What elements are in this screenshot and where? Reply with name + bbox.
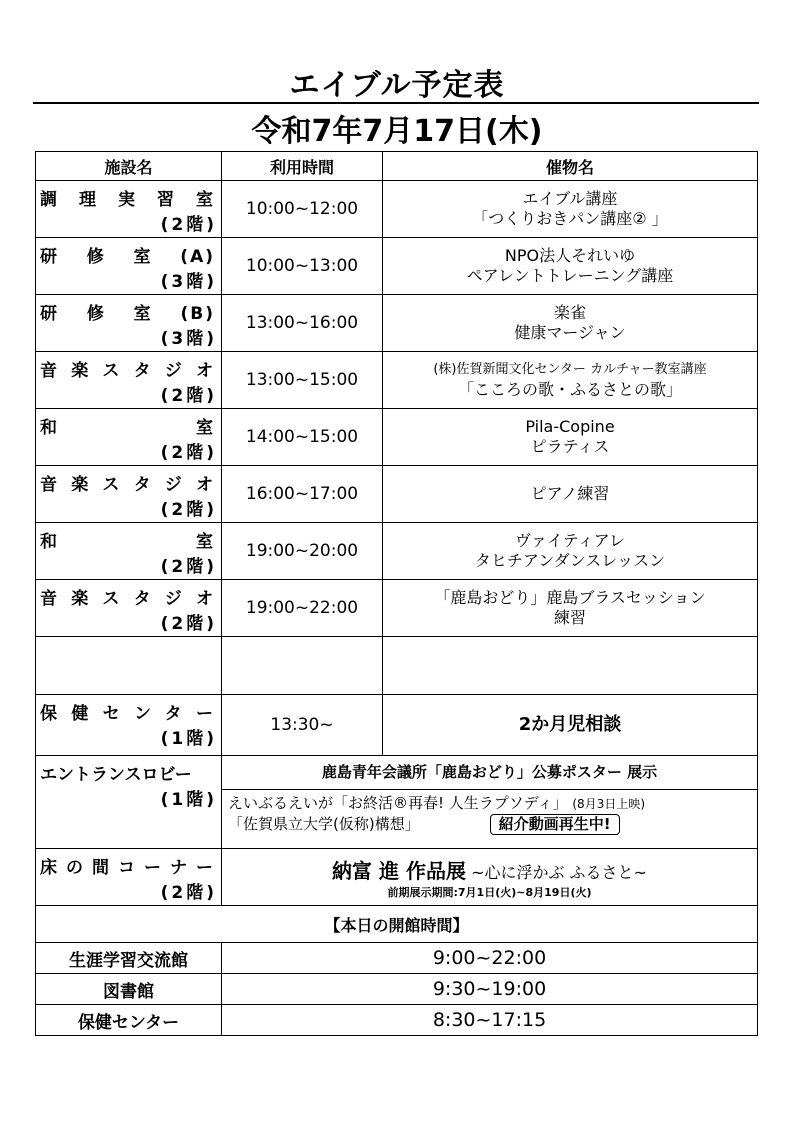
- tokonoma-row: [36, 849, 758, 906]
- usage-time: 19:00~22:00: [222, 580, 383, 637]
- facility-name: 保健センター: [40, 704, 215, 724]
- facility-floor: (3階): [160, 329, 217, 349]
- title-underline: [33, 102, 759, 104]
- opening-hours: 9:30~19:00: [222, 974, 758, 1005]
- event-line-2: タヒチアンダンスレッスン: [474, 551, 666, 570]
- facility-name: 床の間コーナー: [40, 858, 215, 878]
- event-name: 2か月児相談: [383, 695, 758, 756]
- event-line-2: ペアレントトレーニング講座: [466, 266, 674, 285]
- event-line-2: 「つくりおきパン講座② 」: [472, 209, 668, 228]
- building-name: 図書館: [36, 974, 222, 1005]
- table-row: [36, 409, 758, 466]
- header-facility: 施設名: [36, 152, 222, 181]
- facility-floor: (2階): [160, 883, 217, 903]
- event-line-1: (株)佐賀新聞文化センター カルチャー教室講座: [433, 362, 707, 377]
- facility-floor: (3階): [160, 272, 217, 292]
- event-line-1: ピアノ練習: [530, 484, 610, 503]
- video-playing-badge: 紹介動画再生中!: [490, 814, 620, 835]
- table-row: [36, 238, 758, 295]
- opening-hours-row: [36, 974, 758, 1005]
- facility-name: 音楽スタジオ: [40, 361, 215, 381]
- facility-floor: (1階): [160, 790, 217, 810]
- usage-time: 10:00~12:00: [222, 181, 383, 238]
- university-plan-line: 「佐賀県立大学(仮称)構想」: [228, 814, 420, 833]
- facility-floor: (2階): [160, 443, 217, 463]
- usage-time: 16:00~17:00: [222, 466, 383, 523]
- schedule-table: [35, 151, 758, 1036]
- header-event: 催物名: [383, 152, 758, 181]
- facility-name: 調理実習室: [40, 190, 215, 210]
- facility-floor: (2階): [160, 386, 217, 406]
- poster-exhibit-line: 鹿島青年会議所「鹿島おどり」公募ポスター 展示: [222, 757, 757, 790]
- event-line-2: ピラティス: [530, 437, 610, 456]
- facility-floor: (2階): [160, 614, 217, 634]
- facility-name: 和室: [40, 532, 215, 552]
- opening-hours: 8:30~17:15: [222, 1005, 758, 1036]
- usage-time: 13:00~15:00: [222, 352, 383, 409]
- opening-hours-title: 【本日の開館時間】: [36, 906, 758, 943]
- opening-hours-title-row: [36, 906, 758, 943]
- facility-floor: (2階): [160, 557, 217, 577]
- empty-cell: [222, 637, 383, 695]
- exhibit-title: 納富 進 作品展: [332, 858, 466, 883]
- exhibit-subtitle: ~心に浮かぶ ふるさと~: [471, 862, 647, 882]
- table-row: [36, 352, 758, 409]
- opening-hours-row: [36, 1005, 758, 1036]
- movie-date-note: (8月3日上映): [572, 796, 646, 811]
- table-row: [36, 523, 758, 580]
- facility-name: 音楽スタジオ: [40, 475, 215, 495]
- facility-name: 研修室(B): [40, 304, 215, 324]
- table-row: [36, 181, 758, 238]
- opening-hours-row: [36, 943, 758, 974]
- table-row: [36, 580, 758, 637]
- event-line-2: 健康マージャン: [514, 323, 626, 342]
- usage-time: 13:00~16:00: [222, 295, 383, 352]
- table-row: [36, 295, 758, 352]
- event-line-1: Pila-Copine: [525, 417, 615, 436]
- table-header-row: [36, 152, 758, 181]
- usage-time: 10:00~13:00: [222, 238, 383, 295]
- lobby-row: [36, 756, 758, 849]
- building-name: 保健センター: [36, 1005, 222, 1036]
- usage-time: 14:00~15:00: [222, 409, 383, 466]
- facility-floor: (2階): [160, 500, 217, 520]
- facility-name: 音楽スタジオ: [40, 589, 215, 609]
- empty-cell: [383, 637, 758, 695]
- building-name: 生涯学習交流館: [36, 943, 222, 974]
- event-line-2: 練習: [553, 608, 586, 627]
- empty-cell: [36, 637, 222, 695]
- event-line-2: 「こころの歌・ふるさとの歌」: [457, 380, 682, 399]
- table-row: [36, 466, 758, 523]
- event-line-1: 「鹿島おどり」鹿島ブラスセッション: [434, 588, 706, 607]
- schedule-date: 令和7年7月17日(木): [251, 114, 543, 149]
- facility-name: エントランスロビー: [40, 765, 192, 785]
- facility-floor: (1階): [160, 729, 217, 749]
- page-title: エイブル予定表: [289, 68, 505, 103]
- empty-row: [36, 637, 758, 695]
- usage-time: 13:30~: [222, 695, 383, 756]
- event-line-1: ヴァイティアレ: [515, 531, 625, 550]
- facility-floor: (2階): [160, 215, 217, 235]
- facility-name: 研修室(A): [40, 247, 215, 267]
- opening-hours: 9:00~22:00: [222, 943, 758, 974]
- exhibit-period: 前期展示期間:7月1日(火)~8月19日(火): [387, 885, 592, 899]
- event-line-1: NPO法人それいゆ: [504, 246, 636, 265]
- usage-time: 19:00~20:00: [222, 523, 383, 580]
- header-time: 利用時間: [222, 152, 383, 181]
- movie-event-line: えいぶるえいが「お終活®再春! 人生ラプソディ」: [228, 793, 568, 812]
- facility-name: 和室: [40, 418, 215, 438]
- event-line-1: エイブル講座: [522, 189, 618, 208]
- event-line-1: 楽雀: [553, 303, 586, 322]
- health-center-row: [36, 695, 758, 756]
